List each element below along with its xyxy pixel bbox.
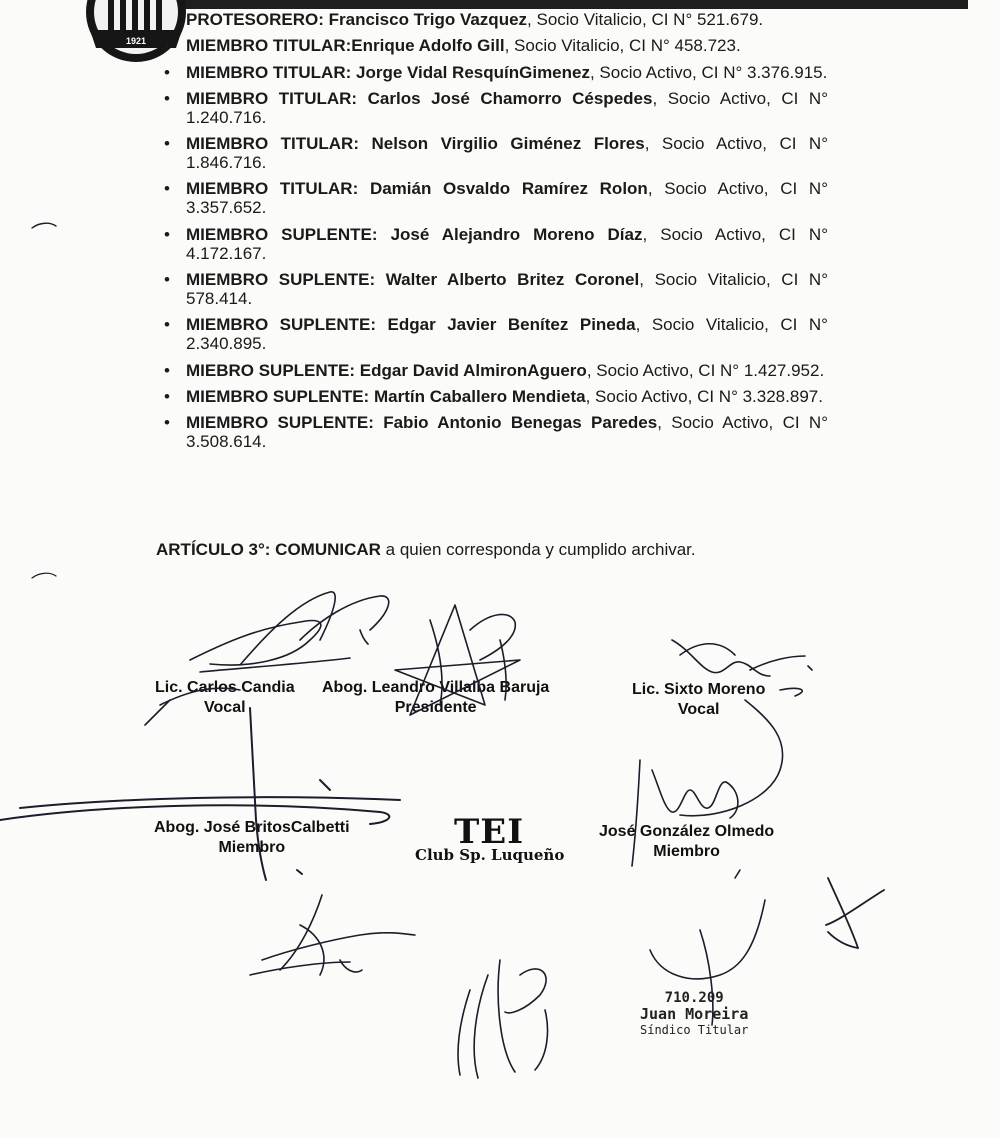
signatory-role: Miembro — [653, 843, 720, 860]
scan-artifact — [32, 573, 56, 578]
member-details: , Socio Vitalicio, CI N° 458.723. — [504, 36, 741, 56]
member-name: Fabio Antonio Benegas Paredes — [383, 413, 658, 433]
signatory-name: Abog. José BritosCalbetti — [154, 819, 350, 836]
member-role: MIEMBRO SUPLENTE: — [186, 224, 378, 244]
header-bar — [160, 0, 968, 9]
signatory-role: Vocal — [677, 701, 720, 718]
signatory-name: Lic. Carlos Candia — [155, 679, 295, 696]
article-label: ARTÍCULO 3°: COMUNICAR — [156, 540, 381, 559]
member-details: , Socio Activo, CI N° 3.328.897. — [585, 386, 823, 406]
member-details: , Socio Activo, CI N° 1.427.952. — [586, 360, 825, 380]
seal-subtitle: Club Sp. Luqueño — [415, 846, 565, 864]
member-details: , Socio Activo, CI N° 1.240.716. — [186, 88, 828, 127]
member-role: MIEMBRO TITULAR: — [186, 134, 359, 154]
member-details: , Socio Vitalicio, CI N° 2.340.895. — [186, 315, 828, 354]
member-role: MIEMBRO TITULAR: — [186, 62, 352, 82]
member-details: , Socio Activo, CI N° 3.376.915. — [589, 62, 828, 82]
member-details: , Socio Vitalicio, CI N° 578.414. — [186, 270, 828, 309]
signatory-name: Lic. Sixto Moreno — [632, 681, 766, 698]
sindico-role: Síndico Titular — [640, 1023, 749, 1037]
sindico-number: 710.209 — [664, 990, 724, 1006]
member-role: MIEMBRO TITULAR: — [186, 179, 359, 199]
member-name: Edgar Javier Benítez Pineda — [387, 315, 636, 335]
list-item — [160, 270, 828, 308]
list-item — [160, 134, 828, 172]
list-item — [160, 413, 828, 451]
member-role: MIEMBRO SUPLENTE: — [186, 413, 374, 433]
signatory-candia — [155, 678, 295, 718]
member-name: Walter Alberto Britez Coronel — [385, 270, 640, 290]
list-item — [160, 89, 828, 127]
article-3 — [156, 540, 696, 560]
signature-lower-center — [458, 960, 547, 1078]
member-name: Jorge Vidal ResquínGimenez — [356, 62, 590, 82]
signatory-britos — [154, 818, 350, 858]
signature-right-mark — [826, 878, 884, 948]
member-list — [160, 10, 828, 459]
member-name: Edgar David AlmironAguero — [359, 360, 587, 380]
member-details: , Socio Vitalicio, CI N° 521.679. — [527, 10, 764, 29]
signatory-role: Presidente — [394, 699, 477, 716]
member-name: José Alejandro Moreno Díaz — [390, 224, 643, 244]
list-item — [160, 63, 828, 82]
sindico-name: Juan Moreira — [640, 1005, 749, 1023]
signatory-role: Vocal — [204, 699, 246, 716]
svg-text:1921: 1921 — [125, 36, 147, 46]
signatory-gonzalez — [599, 822, 774, 862]
member-name: Martín Caballero Mendieta — [373, 386, 586, 406]
member-name: Nelson Virgilio Giménez Flores — [371, 134, 645, 154]
member-role: MIEMBRO SUPLENTE: — [186, 315, 377, 335]
signatory-role: Miembro — [218, 839, 286, 856]
list-item — [160, 315, 828, 353]
member-role: MIEMBRO SUPLENTE: — [186, 386, 370, 406]
member-role: MIEMBRO SUPLENTE: — [186, 270, 376, 290]
signatory-name: Abog. Leandro Villalba Baruja — [322, 679, 550, 696]
member-details: , Socio Activo, CI N° 3.357.652. — [186, 179, 828, 218]
list-item — [160, 10, 828, 29]
scan-artifact — [32, 223, 56, 228]
list-item — [160, 225, 828, 263]
member-details: , Socio Activo, CI N° 3.508.614. — [186, 413, 828, 452]
list-item — [160, 179, 828, 217]
list-item — [160, 36, 828, 55]
signatory-moreno — [632, 680, 765, 720]
signature-lower-left — [250, 895, 415, 975]
member-name: Carlos José Chamorro Céspedes — [367, 88, 653, 108]
member-details: , Socio Activo, CI N° 1.846.716. — [186, 134, 828, 173]
member-name: Damián Osvaldo Ramírez Rolon — [369, 179, 648, 199]
member-role: PROTESORERO: — [186, 10, 324, 29]
signatory-villalba — [322, 678, 549, 718]
article-text: a quien corresponda y cumplido archivar. — [380, 540, 696, 559]
seal-title: TEI — [454, 812, 525, 852]
member-name: Enrique Adolfo Gill — [351, 36, 505, 56]
member-details: , Socio Activo, CI N° 4.172.167. — [186, 224, 828, 263]
list-item — [160, 361, 828, 380]
list-item — [160, 387, 828, 406]
signatory-name: José González Olmedo — [599, 823, 775, 840]
signatory-sindico — [640, 990, 748, 1038]
member-name: Francisco Trigo Vazquez — [328, 10, 528, 29]
member-role: MIEBRO SUPLENTE: — [186, 360, 356, 380]
member-role: MIEMBRO TITULAR: — [186, 36, 352, 56]
member-role: MIEMBRO TITULAR: — [186, 88, 358, 108]
